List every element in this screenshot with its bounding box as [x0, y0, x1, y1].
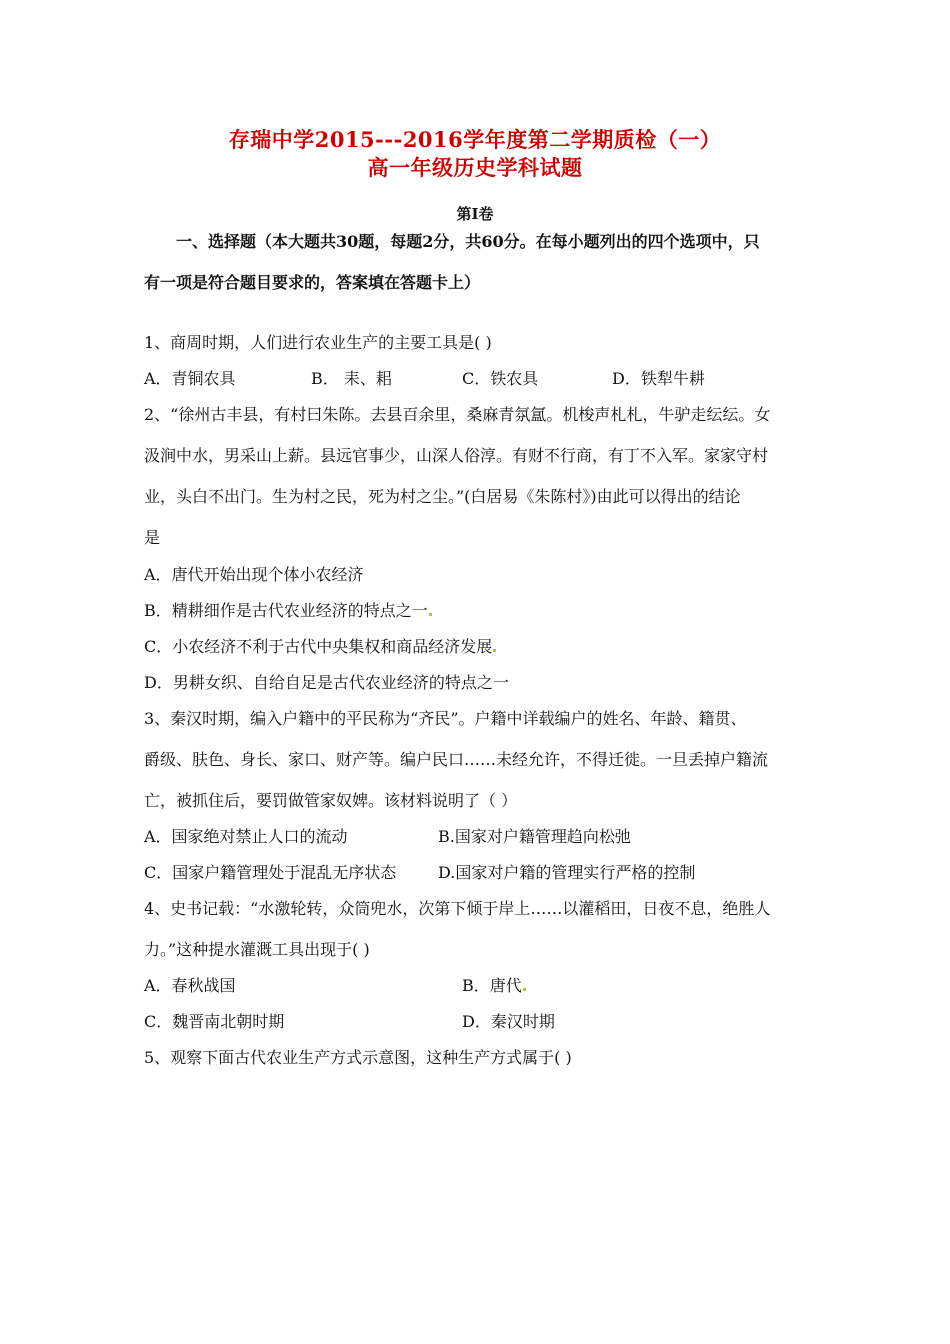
question-1-stem: 1、商周时期，人们进行农业生产的主要工具是( ): [144, 333, 492, 352]
exam-title: 存瑞中学2015---2016学年度第二学期质检（一）: [228, 127, 722, 152]
q2-option-c: C．小农经济不利于古代中央集权和商品经济发展: [144, 634, 496, 657]
q3-option-d: D.国家对户籍的管理实行严格的控制: [438, 863, 696, 882]
q3-option-a: A．国家绝对禁止人口的流动: [144, 827, 348, 846]
question-2-stem-1: 2、“徐州古丰县，有村曰朱陈。去县百余里，桑麻青氛氲。机梭声札札，牛驴走纭纭。女: [144, 405, 771, 424]
question-3-stem-1: 3、秦汉时期，编入户籍中的平民称为“齐民”。户籍中详载编户的姓名、年龄、籍贯、: [144, 709, 747, 728]
question-2-stem-4: 是: [144, 528, 161, 547]
q4-option-c: C．魏晋南北朝时期: [144, 1012, 285, 1031]
question-3-stem-3: 亡，被抓住后，要罚做管家奴婢。该材料说明了（ ）: [144, 791, 518, 810]
q3-option-c: C．国家户籍管理处于混乱无序状态: [144, 863, 397, 882]
q1-option-a: A．青铜农具: [144, 369, 236, 388]
q4-option-b: B．唐代: [462, 973, 526, 996]
question-2-stem-2: 汲涧中水，男采山上薪。县远官事少，山深人俗淳。有财不行商，有丁不入军。家家守村: [144, 446, 769, 465]
q1-option-c: C．铁农具: [462, 369, 539, 388]
q4-option-d: D．秦汉时期: [462, 1012, 555, 1031]
exam-subtitle: 高一年级历史学科试题: [367, 155, 583, 180]
q3-option-b: B.国家对户籍管理趋向松弛: [438, 827, 631, 846]
section-instruction-2: 有一项是符合题目要求的，答案填在答题卡上）: [144, 273, 481, 292]
q1-option-b: B． 耒、耜: [311, 369, 392, 388]
q4-option-a: A．春秋战国: [144, 976, 236, 995]
question-3-stem-2: 爵级、肤色、身长、家口、财产等。编户民口……未经允许，不得迁徙。一旦丢掉户籍流: [144, 750, 769, 769]
q2-option-d: D．男耕女织、自给自足是古代农业经济的特点之一: [144, 673, 509, 692]
question-4-stem-2: 力。”这种提水灌溉工具出现于( ): [144, 940, 370, 959]
question-4-stem-1: 4、史书记载：“水激轮转，众筒兜水，次第下倾于岸上……以灌稻田，日夜不息，绝胜人: [144, 899, 771, 918]
q2-option-a: A．唐代开始出现个体小农经济: [144, 565, 364, 584]
question-2-stem-3: 业，头白不出门。生为村之民，死为村之尘。”(白居易《朱陈村》)由此可以得出的结论: [144, 487, 741, 506]
edit-mark: [493, 649, 496, 652]
q2-option-b: B．精耕细作是古代农业经济的特点之一: [144, 598, 432, 621]
edit-mark: [429, 613, 432, 616]
q1-option-d: D．铁犁牛耕: [612, 369, 705, 388]
edit-mark: [523, 988, 526, 991]
question-5-stem: 5、观察下面古代农业生产方式示意图，这种生产方式属于( ): [144, 1048, 572, 1067]
volume-label: 第I卷: [456, 205, 494, 223]
section-instruction-1: 一、选择题（本大题共30题，每题2分，共60分。在每小题列出的四个选项中，只: [176, 232, 760, 251]
